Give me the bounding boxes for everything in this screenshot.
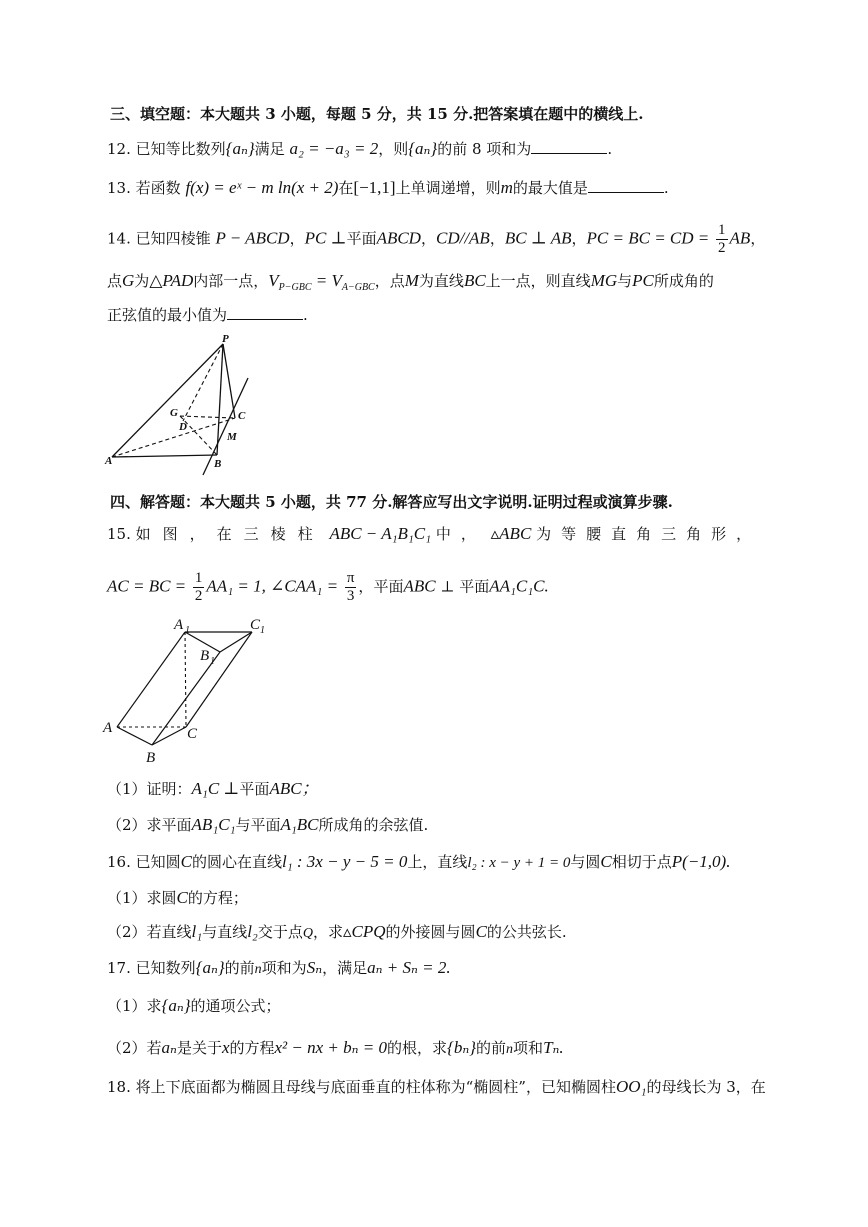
label-a1-sub: 1 [185, 625, 190, 636]
label-b: B [214, 458, 222, 470]
q16-c: C [180, 852, 192, 871]
q13-text-4: 的最大值是 [512, 179, 588, 197]
q17-p2-tn: Tₙ. [543, 1038, 564, 1057]
q17-text-3: 项和为 [261, 959, 307, 977]
q17-text-2: 的前 [224, 959, 255, 977]
q14-mg: MG [590, 271, 618, 290]
edge-ab [112, 455, 217, 457]
q17-p2-text: （2）若 [107, 1039, 162, 1057]
q17-p2-text-5: 的前 [476, 1039, 507, 1057]
q17-text-1: 已知数列 [135, 959, 196, 977]
q14-abcd: ABCD [376, 228, 421, 248]
q13-text-3: 上单调递增，则 [395, 179, 501, 197]
q16-p2-text-6: 的公共弦长. [486, 923, 567, 941]
q12-text-2: 满足 [254, 140, 285, 158]
label-c1-sub: 1 [260, 625, 265, 636]
question-17 [107, 958, 451, 980]
q16-p2-cpq: ▵CPQ [343, 922, 386, 941]
edge-pa [112, 344, 223, 457]
label-p: P [222, 333, 229, 345]
q12-answer-blank[interactable] [531, 139, 607, 154]
q14-l2g: 与 [617, 272, 633, 290]
question-14-line-3: 正弦值的最小值为 . [107, 306, 308, 324]
q17-p2-text-2: 是关于 [176, 1039, 222, 1057]
q16-p2-l2: l₂ [247, 922, 258, 941]
q15-text-3: 为等腰直角三角形， [536, 525, 762, 543]
q14-bc: BC [463, 271, 486, 290]
q15-p1-abc: ABC； [269, 779, 319, 798]
q14-cd-ab: CD//AB [435, 228, 490, 248]
q14-sep-4: ， [571, 229, 587, 248]
q14-sep-2: ， [420, 229, 436, 248]
edge-a1c [185, 632, 186, 727]
q17-p2-n: n [506, 1042, 514, 1057]
q15-frac1-num: 1 [194, 570, 203, 586]
q12-text-4: 的前 8 项和为 [437, 140, 532, 158]
q15-a1c: A₁C ⊥ [191, 779, 240, 798]
q16-text-1: 已知圆 [135, 853, 181, 871]
q16-p2-text-4: ，求 [312, 923, 343, 941]
q14-l2d: ，点 [374, 272, 405, 290]
q14-l2b: 为 [134, 272, 150, 290]
q16-p2-text-2: 与直线 [202, 923, 248, 941]
q16-p2-l1: l₁ [191, 922, 203, 941]
q16-l1: l₁ : 3x − y − 5 = 0 [282, 852, 408, 871]
question-16 [107, 852, 730, 873]
q15-aa1: AA₁ = 1, ∠CAA₁ = [206, 576, 339, 596]
q14-text-1: 已知四棱锥 [135, 229, 211, 248]
label-b1: B [200, 648, 210, 664]
q15-a1bc: A₁BC [280, 815, 319, 834]
q16-part-1 [107, 888, 248, 908]
question-14-line-2 [107, 271, 714, 298]
q16-number: 16. [107, 853, 131, 871]
q15-p2-text-3: 所成角的余弦值. [318, 816, 429, 834]
q12-number: 12. [107, 140, 131, 158]
q17-part-1 [107, 996, 281, 1016]
q14-veq: = V [311, 271, 342, 290]
q14-plane: 平面 [346, 229, 377, 248]
q16-part-2 [107, 922, 567, 944]
q17-p2-text-3: 的方程 [229, 1039, 275, 1057]
q12-text-1: 已知等比数列 [135, 140, 226, 158]
label-a: A [103, 720, 113, 736]
q14-l2c: 内部一点， [193, 272, 269, 290]
q15-frac2-num: π [346, 570, 355, 586]
label-a1: A [174, 617, 184, 633]
q13-interval: [−1,1] [353, 178, 396, 197]
question-14-line-1 [107, 222, 765, 257]
q17-p1-text-2: 的通项公式； [190, 997, 281, 1015]
q16-p2-q: Q [302, 926, 313, 941]
label-m: M [227, 431, 237, 443]
q15-number: 15. [107, 525, 131, 543]
q15-prism: ABC − A₁B₁C₁ [329, 524, 432, 543]
q14-pyramid: P − ABCD [215, 228, 290, 248]
q14-fraction [716, 222, 728, 257]
q14-sep-5: ， [750, 229, 766, 248]
q13-answer-blank[interactable] [588, 178, 664, 193]
q15-ab1c1: AB₁C₁ [191, 815, 236, 834]
label-c: C [238, 410, 246, 422]
edge-gc [180, 416, 235, 418]
question-12: 12. 已知等比数列{aₙ}满足 a₂ = −a₃ = 2，则{aₙ}的前 8 项和为 . [107, 139, 613, 158]
q16-text-5: 相切于点 [611, 853, 672, 871]
q12-sequence: {aₙ} [225, 139, 255, 158]
q14-bc-ab: BC ⊥ AB [504, 228, 572, 248]
q14-frac-den: 2 [718, 240, 726, 256]
section-4-heading: 四、解答题：本大题共 5 小题，共 77 分.解答应写出文字说明.证明过程或演算步骤. [110, 493, 673, 511]
q16-p1-text-2: 的方程； [187, 889, 248, 907]
q17-text-4: ，满足 [322, 959, 368, 977]
q14-pc: PC [632, 271, 654, 290]
q14-g: G [122, 271, 135, 290]
q15-p2-text-2: 与平面 [235, 816, 281, 834]
q14-l2h: 所成角的 [653, 272, 714, 290]
q15-p1-plane: 平面 [239, 780, 270, 798]
q15-p1-text: （1）证明： [107, 780, 192, 798]
q18-text-1: 将上下底面都为椭圆且母线与底面垂直的柱体称为“椭圆柱”，已知椭圆柱 [135, 1078, 616, 1096]
q17-p1-text: （1）求 [107, 997, 162, 1015]
q15-fraction-1 [193, 570, 205, 605]
q16-p2-text: （2）若直线 [107, 923, 192, 941]
q15-triangle: ▵ABC [490, 524, 532, 543]
q16-text-4: 与圆 [570, 853, 601, 871]
q18-number: 18. [107, 1078, 131, 1096]
q17-eq: aₙ + Sₙ = 2. [367, 958, 451, 977]
q13-m: m [500, 178, 513, 197]
q16-text-3: 上，直线 [407, 853, 468, 871]
q17-p2-eq: x² − nx + bₙ = 0 [274, 1038, 388, 1057]
q14-m: M [404, 271, 419, 290]
q14-vsub2: A−GBC [341, 282, 375, 293]
q13-text-2: 在 [338, 179, 354, 197]
q18-text-2: 的母线长为 3，在 [646, 1078, 766, 1096]
label-a: A [105, 455, 113, 467]
edge-pd [183, 344, 223, 421]
question-13: 13. 若函数 f(x) = eˣ − m ln(x + 2)在[−1,1]上单调递增，则m的最大值是 . [107, 178, 669, 197]
q15-text-1: 如图，在三棱柱 [135, 525, 325, 543]
q15-plane-2: 平面 [459, 577, 490, 596]
label-b: B [146, 750, 156, 766]
q14-v1: V [268, 271, 279, 290]
q16-p1-text: （1）求圆 [107, 889, 177, 907]
q16-c-2: C [600, 852, 612, 871]
question-18 [107, 1077, 766, 1097]
q14-pc-eq: PC = BC = CD = [586, 228, 710, 248]
q17-an: {aₙ} [195, 958, 225, 977]
question-15-line-1 [107, 524, 761, 544]
q15-text-2: 中， [435, 525, 486, 543]
q15-frac1-den: 2 [194, 588, 203, 604]
q17-number: 17. [107, 959, 131, 977]
q15-aa1c1c: AA₁C₁C. [489, 576, 549, 596]
label-g: G [170, 407, 178, 419]
line-bc [203, 378, 248, 475]
label-b1-sub: 1 [210, 656, 215, 667]
q15-plane-1: 平面 [373, 577, 404, 596]
q12-condition: a₂ = −a₃ = 2 [289, 139, 379, 158]
q17-sn: Sₙ [306, 958, 323, 977]
label-d: D [179, 421, 187, 433]
label-c: C [187, 726, 198, 742]
edge-aa1 [117, 632, 185, 727]
q14-l2f: 上一点，则直线 [485, 272, 591, 290]
q17-p2-x: x [221, 1038, 230, 1057]
q14-sep-1: ， [289, 229, 305, 248]
q16-p2-c: C [475, 922, 487, 941]
q16-p2-text-5: 的外接圆与圆 [385, 923, 476, 941]
q17-n: n [254, 962, 262, 977]
q15-ac-bc: AC = BC = [107, 576, 187, 596]
q18-oo1: OO₁ [615, 1077, 647, 1096]
q13-number: 13. [107, 179, 131, 197]
edge-cc1 [186, 632, 252, 727]
edge-b1c1 [220, 632, 252, 652]
q14-answer-blank[interactable] [227, 305, 303, 320]
q15-part-2 [107, 815, 428, 835]
q14-sep-3: ， [489, 229, 505, 248]
q14-number: 14. [107, 229, 131, 248]
q14-pc-perp: PC ⊥ [304, 228, 347, 248]
q16-text-2: 的圆心在直线 [192, 853, 283, 871]
edge-bc [152, 727, 186, 745]
q17-p2-text-4: 的根，求 [387, 1039, 448, 1057]
q15-abc: ABC [403, 576, 436, 596]
q15-p2-text: （2）求平面 [107, 816, 192, 834]
q16-p1-c: C [176, 888, 188, 907]
question-15-line-2: AC = BC = $\frac{1}{2}$ AA₁ = 1, ∠CAA₁ = $\frac{\pi}{3}$ ，平面ABC ⊥ 平面AA₁C₁C. [107, 570, 549, 604]
q15-fraction-2 [345, 570, 357, 605]
q17-p2-bn: {bₙ} [447, 1038, 477, 1057]
q15-prism-figure [100, 612, 280, 767]
q14-ab: AB [729, 228, 751, 248]
section-3-heading: 三、填空题：本大题共 3 小题，每题 5 分，共 15 分.把答案填在题中的横线上. [110, 105, 644, 123]
q15-frac2-den: 3 [346, 588, 355, 604]
q12-text-3: ，则 [378, 140, 409, 158]
q15-part-1 [107, 779, 319, 799]
q16-p2-text-3: 交于点 [257, 923, 303, 941]
q17-p2-an: aₙ [161, 1038, 177, 1057]
q14-pyramid-figure [100, 330, 270, 480]
q14-l3: 正弦值的最小值为 [107, 306, 228, 324]
q14-vsub1: P−GBC [278, 282, 312, 293]
edge-pc [223, 344, 235, 418]
q12-sequence-2: {aₙ} [408, 139, 438, 158]
q13-function: f(x) = eˣ − m ln(x + 2) [185, 178, 339, 197]
q16-point: P(−1,0). [671, 852, 731, 871]
q14-frac-num: 1 [718, 222, 726, 238]
q17-p1-an: {aₙ} [161, 996, 191, 1015]
q16-l2: l₂ : x − y + 1 = 0 [467, 855, 571, 871]
edge-ab [117, 727, 152, 745]
q14-pad: △PAD [149, 271, 194, 290]
q13-text-1: 若函数 [135, 179, 181, 197]
q17-part-2 [107, 1038, 564, 1060]
q17-p2-text-6: 项和 [513, 1039, 544, 1057]
q14-l2e: 为直线 [418, 272, 464, 290]
q14-l2a: 点 [107, 272, 123, 290]
label-c1: C [250, 617, 261, 633]
